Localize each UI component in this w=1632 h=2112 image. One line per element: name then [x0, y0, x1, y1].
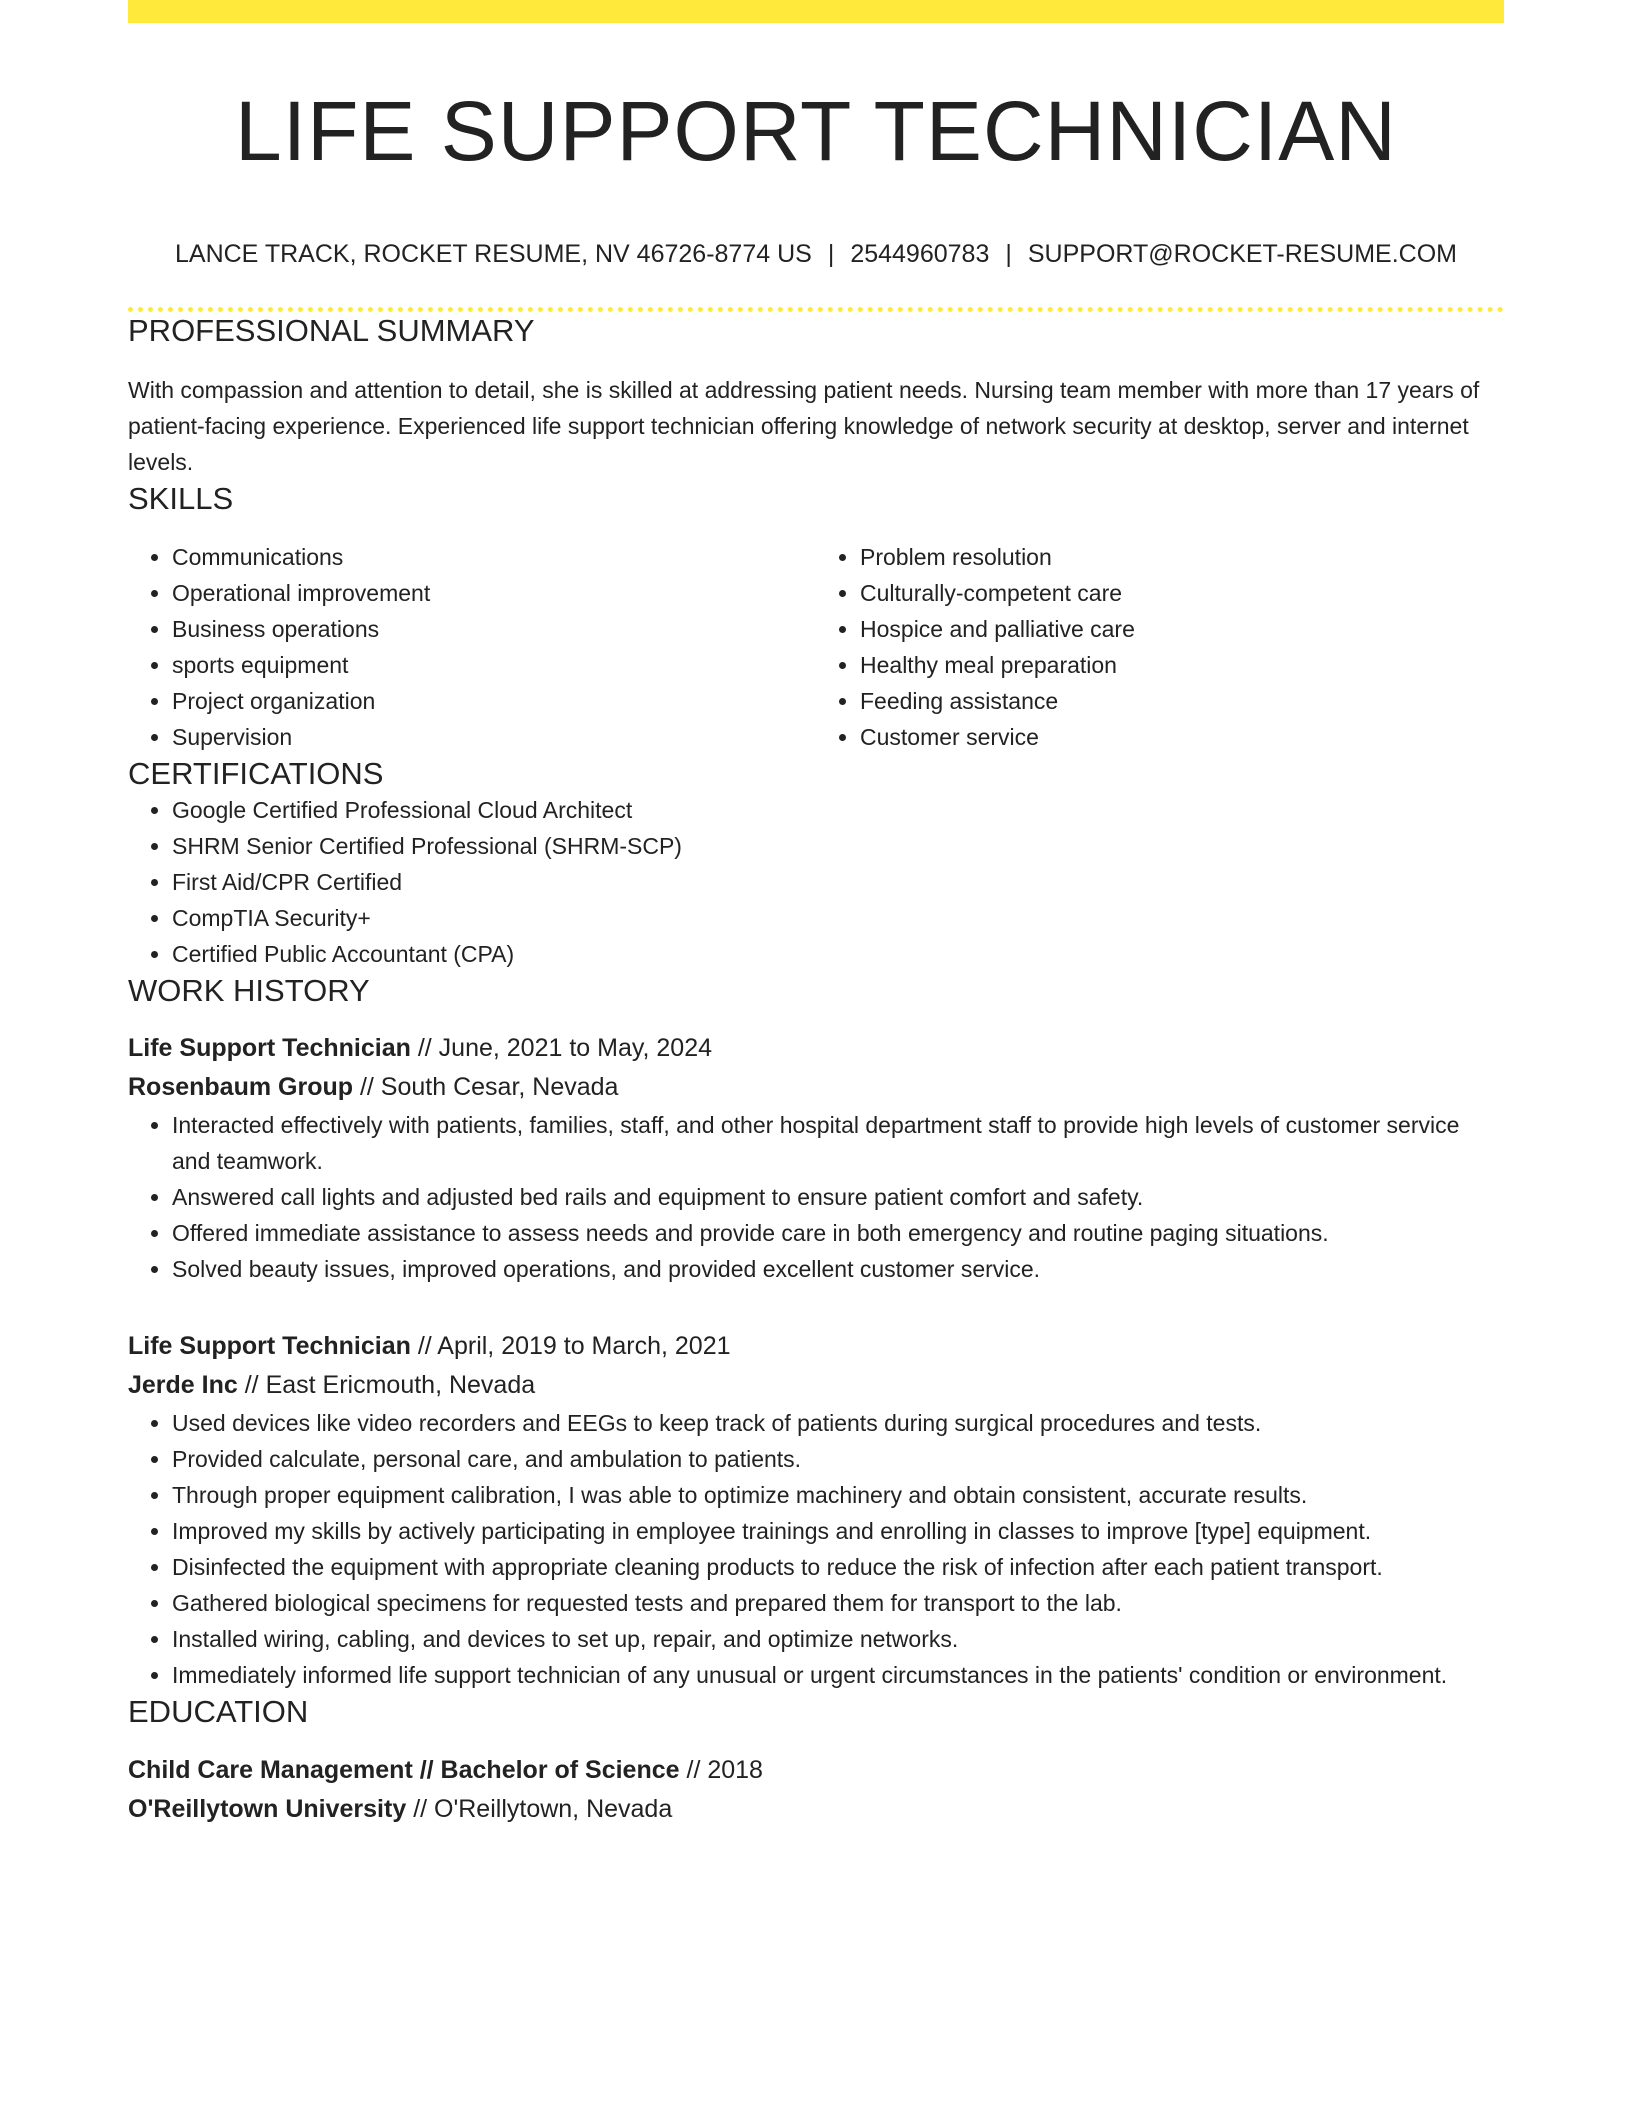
summary-heading: PROFESSIONAL SUMMARY	[128, 313, 535, 349]
job-entry	[128, 1327, 1504, 1693]
certifications-list	[128, 792, 1504, 972]
job-bullet: • Immediately informed life support technician of any unusual or urgent circumstances in the patients' condition or environment.	[172, 1657, 1504, 1693]
job-bullet: • Disinfected the equipment with appropriate cleaning products to reduce the risk of infection after each patient transport.	[172, 1549, 1504, 1585]
certification-item: • SHRM Senior Certified Professional (SHRM-SCP)	[172, 828, 1504, 864]
job-bullet: • Gathered biological specimens for requested tests and prepared them for transport to the lab.	[172, 1585, 1504, 1621]
job-company-line	[128, 1068, 1504, 1107]
job-bullet: • Interacted effectively with patients, families, staff, and other hospital department staff to provide high levels of customer service and teamwork.	[172, 1107, 1504, 1179]
skill-item: • Project organization	[172, 683, 816, 719]
skill-item: • sports equipment	[172, 647, 816, 683]
skill-item: • Operational improvement	[172, 575, 816, 611]
job-company: Rosenbaum Group	[128, 1073, 354, 1102]
job-location: // South Cesar, Nevada	[353, 1073, 619, 1102]
job-bullet: • Improved my skills by actively participating in employee trainings and enrolling in classes to improve [type] equipment.	[172, 1513, 1504, 1549]
summary-text: With compassion and attention to detail, she is skilled at addressing patient needs. Nursing team member with more than 17 years of patient-facing experience. Experienced life support technician offering knowledge of network security at desktop, server and internet levels.	[128, 376, 1480, 475]
job-bullet: • Provided calculate, personal care, and ambulation to patients.	[172, 1441, 1504, 1477]
education-location: // O'Reillytown, Nevada	[406, 1795, 673, 1824]
certifications-heading: CERTIFICATIONS	[128, 755, 384, 791]
job-title-line	[128, 1327, 1504, 1366]
job-bullets	[128, 1405, 1504, 1693]
job-role: Life Support Technician	[128, 1034, 411, 1063]
skill-item: • Culturally-competent care	[860, 575, 1504, 611]
skill-item: • Healthy meal preparation	[860, 647, 1504, 683]
job-company-line	[128, 1366, 1504, 1405]
job-bullet: • Solved beauty issues, improved operations, and provided excellent customer service.	[172, 1251, 1504, 1287]
contact-separator: |	[1005, 240, 1012, 269]
skills-list-left	[128, 539, 816, 755]
contact-separator: |	[827, 240, 835, 269]
accent-bar	[128, 0, 1504, 23]
resume-title: LIFE SUPPORT TECHNICIAN	[235, 84, 1397, 178]
education-school: O'Reillytown University	[128, 1795, 407, 1824]
skill-item: • Communications	[172, 539, 816, 575]
job-dates: // April, 2019 to March, 2021	[410, 1332, 731, 1361]
job-bullet: • Used devices like video recorders and EEGs to keep track of patients during surgical procedures and tests.	[172, 1405, 1504, 1441]
skill-item: • Problem resolution	[860, 539, 1504, 575]
certification-item: • First Aid/CPR Certified	[172, 864, 1504, 900]
skill-item: • Business operations	[172, 611, 816, 647]
skill-item: • Supervision	[172, 719, 816, 755]
skills-heading: SKILLS	[128, 480, 234, 516]
job-bullet: • Offered immediate assistance to assess needs and provide care in both emergency and routine paging situations.	[172, 1215, 1504, 1251]
education-degree: Child Care Management // Bachelor of Science	[128, 1756, 680, 1785]
skills-list-right	[816, 539, 1504, 755]
job-dates: // June, 2021 to May, 2024	[410, 1034, 713, 1063]
skills-columns	[128, 539, 1504, 755]
skill-item: • Hospice and palliative care	[860, 611, 1504, 647]
resume-page	[128, 0, 1504, 1829]
education-school-line	[128, 1790, 1504, 1829]
job-role: Life Support Technician	[128, 1332, 411, 1361]
contact-email[interactable]: SUPPORT@ROCKET-RESUME.COM	[1027, 240, 1457, 269]
skill-item: • Feeding assistance	[860, 683, 1504, 719]
job-location: // East Ericmouth, Nevada	[237, 1371, 536, 1400]
work-history-heading: WORK HISTORY	[128, 972, 370, 1008]
certification-item: • CompTIA Security+	[172, 900, 1504, 936]
job-bullets	[128, 1107, 1504, 1287]
certification-item: • Certified Public Accountant (CPA)	[172, 936, 1504, 972]
education-entry	[128, 1751, 1504, 1829]
education-degree-line	[128, 1751, 1504, 1790]
job-company: Jerde Inc	[128, 1371, 238, 1400]
education-heading: EDUCATION	[128, 1694, 309, 1730]
job-bullet: • Answered call lights and adjusted bed rails and equipment to ensure patient comfort and safety.	[172, 1179, 1504, 1215]
job-bullet: • Through proper equipment calibration, I was able to optimize machinery and obtain consistent, accurate results.	[172, 1477, 1504, 1513]
contact-line	[128, 239, 1504, 269]
contact-address: LANCE TRACK, ROCKET RESUME, NV 46726-8774 US	[175, 240, 812, 269]
contact-phone[interactable]: 2544960783	[850, 240, 990, 269]
certification-item: • Google Certified Professional Cloud Architect	[172, 792, 1504, 828]
education-year: // 2018	[679, 1756, 763, 1785]
skill-item: • Customer service	[860, 719, 1504, 755]
job-entry	[128, 1029, 1504, 1287]
job-bullet: • Installed wiring, cabling, and devices to set up, repair, and optimize networks.	[172, 1621, 1504, 1657]
job-title-line	[128, 1029, 1504, 1068]
